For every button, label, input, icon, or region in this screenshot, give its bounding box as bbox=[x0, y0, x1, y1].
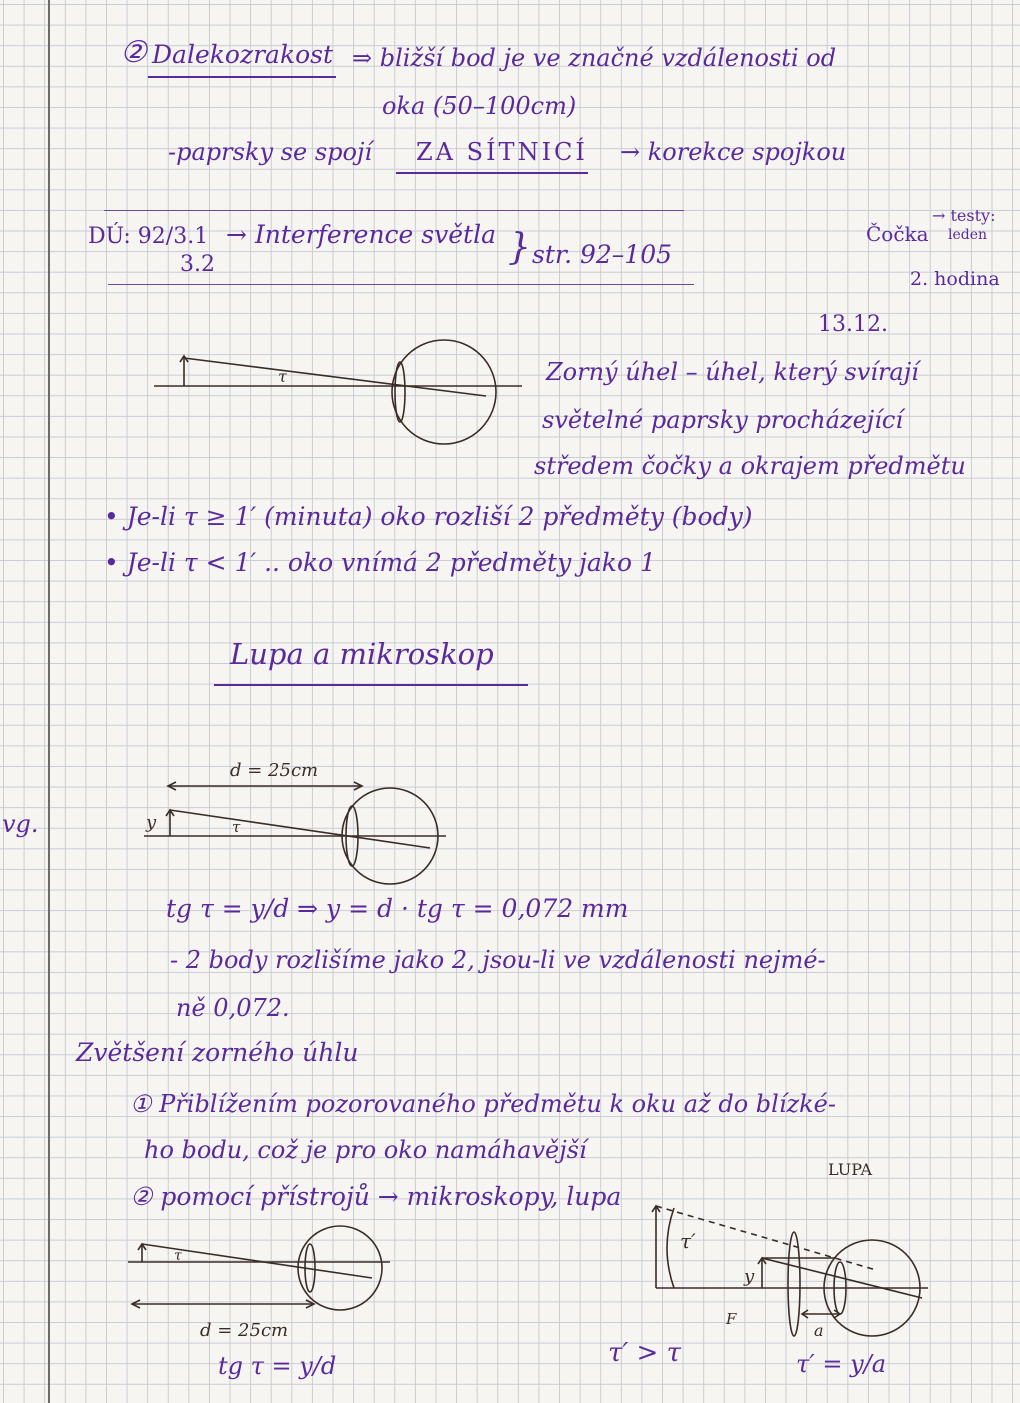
distance-label: d = 25cm bbox=[230, 760, 319, 781]
eye-diagram-25cm bbox=[140, 752, 460, 872]
behind-retina: ZA SÍTNICÍ bbox=[416, 138, 588, 166]
enlarge-title: Zvětšení zorného úhlu bbox=[76, 1038, 359, 1067]
enlarge-point-1: ① Přiblížením pozorovaného předmětu k oku až do blízké- bbox=[130, 1090, 836, 1118]
farsight-definition-2: oka (50–100cm) bbox=[382, 92, 577, 120]
formula-y: tg τ = y/d ⇒ y = d · tg τ = 0,072 mm bbox=[166, 894, 629, 923]
section-title-underline bbox=[214, 684, 528, 686]
hour-note: 2. hodina bbox=[910, 268, 1000, 290]
tests-note: → testy: bbox=[932, 206, 996, 225]
homework-pages: str. 92–105 bbox=[532, 240, 673, 269]
enlarge-point-1b: ho bodu, což je pro oko namáhavější bbox=[144, 1136, 587, 1164]
farsight-number: ② bbox=[120, 35, 147, 70]
farsight-definition: ⇒ bližší bod je ve značné vzdálenosti od bbox=[352, 44, 837, 72]
bullet-2: • Je-li τ < 1′ .. oko vnímá 2 předměty jako 1 bbox=[104, 548, 656, 577]
section-title: Lupa a mikroskop bbox=[230, 637, 494, 671]
a-label: a bbox=[814, 1321, 824, 1340]
focus-label: F bbox=[726, 1310, 737, 1328]
tau-label: τ bbox=[278, 367, 287, 386]
bullet-1: • Je-li τ ≥ 1′ (minuta) oko rozliší 2 předměty (body) bbox=[104, 502, 753, 531]
margin-line bbox=[48, 0, 50, 1403]
lupa-heading: LUPA bbox=[828, 1160, 873, 1179]
farsight-term: Dalekozrakost bbox=[152, 40, 334, 69]
eye-diagram-bottom bbox=[124, 1240, 404, 1320]
correction-text: → korekce spojkou bbox=[620, 138, 847, 166]
homework-topic: → Interference světla bbox=[226, 220, 496, 249]
homework-du-2: 3.2 bbox=[180, 252, 215, 277]
date: 13.12. bbox=[818, 312, 888, 337]
rule-top bbox=[104, 210, 684, 211]
y-label-lupa: y bbox=[744, 1266, 755, 1287]
formula-tau-prime: τ′ = y/a bbox=[796, 1350, 887, 1378]
homework-brace: } bbox=[508, 227, 531, 268]
tests-month: leden bbox=[948, 227, 988, 243]
farsight-underline bbox=[148, 76, 336, 78]
resolve-line-2: ně 0,072. bbox=[176, 994, 290, 1022]
tau-prime-label: τ′ bbox=[680, 1229, 696, 1253]
tau-label-3: τ bbox=[174, 1248, 182, 1264]
homework-du: DÚ: 92/3.1 bbox=[88, 224, 209, 249]
visual-angle-def-3: středem čočky a okrajem předmětu bbox=[534, 452, 966, 480]
enlarge-point-2: ② pomocí přístrojů → mikroskopy, lupa bbox=[130, 1182, 622, 1211]
formula-tau-bottom: tg τ = y/d bbox=[218, 1352, 337, 1380]
rays-text: -paprsky se spojí bbox=[168, 138, 373, 166]
height-label: y bbox=[146, 812, 157, 833]
margin-note: vg. bbox=[2, 810, 39, 838]
eye-diagram-visual-angle bbox=[150, 330, 530, 450]
magnifier-diagram bbox=[636, 1188, 936, 1338]
rule-bottom bbox=[108, 284, 694, 285]
tau-comparison: τ′ > τ bbox=[608, 1338, 681, 1368]
visual-angle-def-2: světelné paprsky procházející bbox=[542, 406, 904, 434]
behind-retina-underline bbox=[396, 172, 588, 174]
visual-angle-def-1: Zorný úhel – úhel, který svírají bbox=[546, 358, 919, 386]
lens-note: Čočka bbox=[866, 222, 929, 246]
tau-label-2: τ bbox=[232, 818, 241, 836]
resolve-line-1: - 2 body rozlišíme jako 2, jsou-li ve vzdálenosti nejmé- bbox=[170, 946, 826, 974]
distance-label-bottom: d = 25cm bbox=[200, 1320, 289, 1341]
